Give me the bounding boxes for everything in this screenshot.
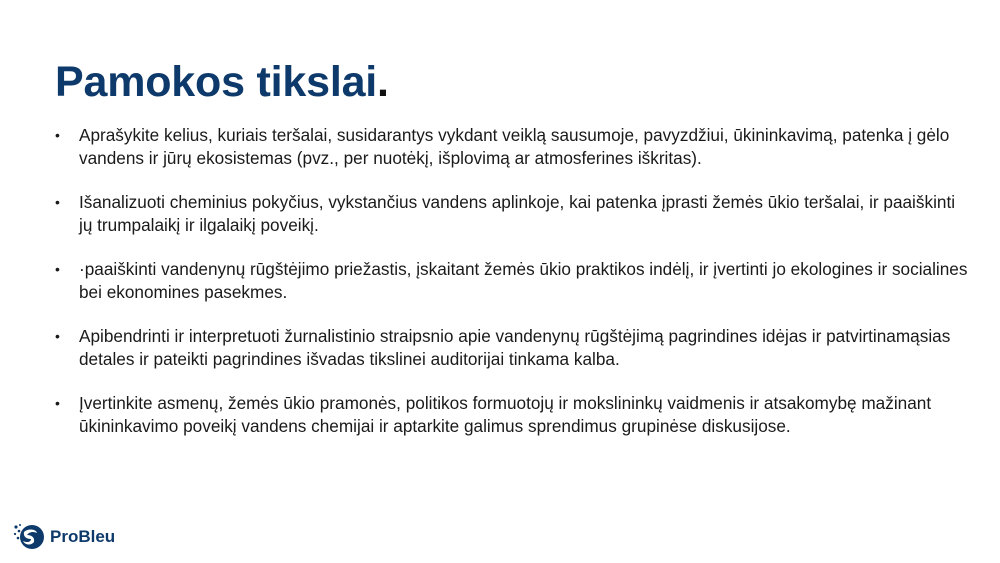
bullet-icon: •: [55, 261, 60, 277]
objective-item: [52, 191, 972, 237]
objective-text: Apibendrinti ir interpretuoti žurnalistinio straipsnio apie vandenynų rūgštėjimą pagrindines idėjas ir patvirtinamąsias detales ir pateikti pagrindines išvadas tikslinei auditorijai tinkama kalba.: [79, 326, 951, 369]
objective-item: [52, 325, 972, 371]
bullet-icon: •: [55, 395, 60, 411]
logo-text: ProBleu: [50, 527, 116, 546]
objective-item: [52, 258, 972, 304]
slide-title: [55, 56, 389, 108]
objective-text: Aprašykite kelius, kuriais teršalai, susidarantys vykdant veiklą sausumoje, pavyzdžiui, ūkininkavimą, patenka į gėlo vandens ir jūrų ekosistemas (pvz., per nuotėkį, išplovimą ar atmosferines iškritas).: [79, 125, 950, 168]
slide-title-period: .: [377, 58, 389, 106]
probleu-swirl-icon: [12, 521, 46, 553]
probleu-logo: [12, 521, 115, 553]
bullet-icon: •: [55, 194, 60, 210]
objective-text: Išanalizuoti cheminius pokyčius, vykstančius vandens aplinkoje, kai patenka įprasti žemės ūkio teršalai, ir paaiškinti jų trumpalaikį ir ilgalaikį poveikį.: [79, 192, 956, 235]
slide-title-text: Pamokos tikslai: [55, 58, 378, 106]
objective-item: [52, 124, 972, 170]
objective-text: Įvertinkite asmenų, žemės ūkio pramonės, politikos formuotojų ir mokslininkų vaidmenis ir atsakomybę mažinant ūkininkavimo poveikį vandens chemijai ir aptarkite galimus sprendimus grupinėse diskusijose.: [79, 393, 932, 436]
bullet-icon: •: [55, 328, 60, 344]
bullet-icon: •: [55, 127, 60, 143]
objectives-list: [52, 124, 972, 459]
objective-text: ·paaiškinti vandenynų rūgštėjimo priežastis, įskaitant žemės ūkio praktikos indėlį, ir įvertinti jo ekologines ir socialines bei ekonomines pasekmes.: [79, 259, 968, 302]
objective-item: [52, 392, 972, 438]
